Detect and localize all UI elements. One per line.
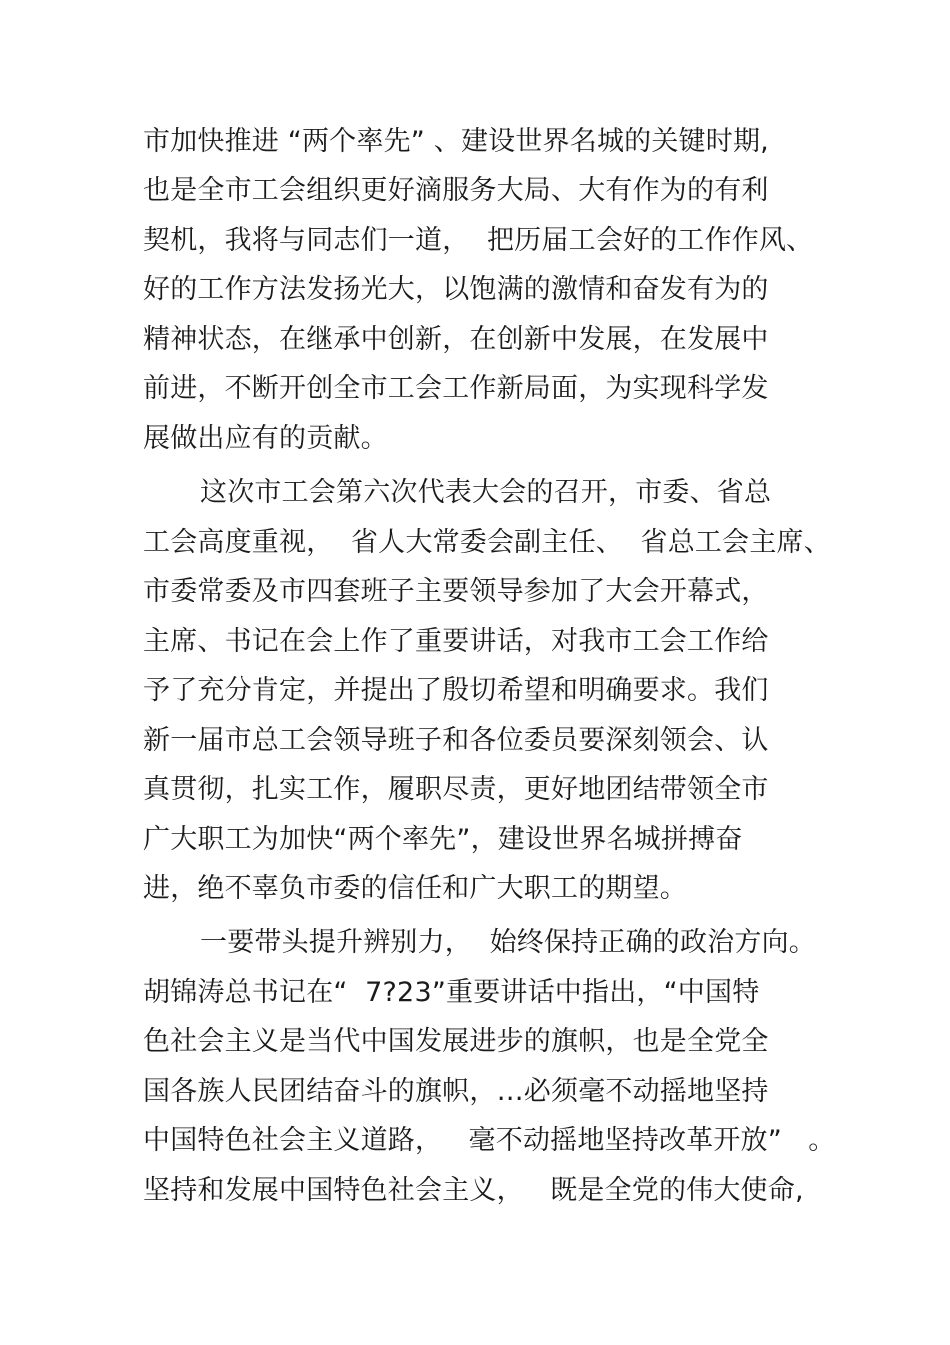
text-line: 也是全市工会组织更好滴服务大局、大有作为的有利 [143,175,769,206]
text-line: 进，绝不辜负市委的信任和广大职工的期望。 [143,873,687,904]
text-line: 色社会主义是当代中国发展进步的旗帜，也是全党全 [143,1026,769,1057]
text-line: 精神状态，在继承中创新，在创新中发展，在发展中 [143,324,769,355]
text-line: 坚持和发展中国特色社会主义， 既是全党的伟大使命, [143,1175,804,1206]
text-line: 展做出应有的贡献。 [143,423,388,454]
text-line: 新一届市总工会领导班子和各位委员要深刻领会、认 [143,725,769,756]
text-line: 主席、书记在会上作了重要讲话，对我市工会工作给 [143,626,769,657]
text-line: 前进，不断开创全市工会工作新局面，为实现科学发 [143,373,769,404]
text-line: 中国特色社会主义道路， 毫不动摇地坚持改革开放” 。 [143,1125,836,1156]
text-line: 好的工作方法发扬光大，以饱满的激情和奋发有为的 [143,274,769,305]
paragraph-first-line: 这次市工会第六次代表大会的召开，市委、省总 [200,477,772,508]
text-line: 胡锦涛总书记在“ 7?23”重要讲话中指出，“中国特 [143,977,760,1008]
text-line: 市委常委及市四套班子主要领导参加了大会开幕式， [143,576,769,607]
paragraph-first-line: 一要带头提升辨别力， 始终保持正确的政治方向。 [200,927,816,958]
text-line: 予了充分肯定，并提出了殷切希望和明确要求。我们 [143,675,769,706]
text-line: 真贯彻，扎实工作，履职尽责，更好地团结带领全市 [143,774,769,805]
text-line: 工会高度重视， 省人大常委会副主任、 省总工会主席、 [143,527,831,558]
text-line: 契机，我将与同志们一道， 把历届工会好的工作作风、 [143,225,814,256]
text-line: 广大职工为加快“两个率先”，建设世界名城拼搏奋 [143,824,743,855]
text-line: 市加快推进 “两个率先” 、建设世界名城的关键时期, [143,126,769,157]
text-line: 国各族人民团结奋斗的旗帜，…必须毫不动摇地坚持 [143,1076,769,1107]
